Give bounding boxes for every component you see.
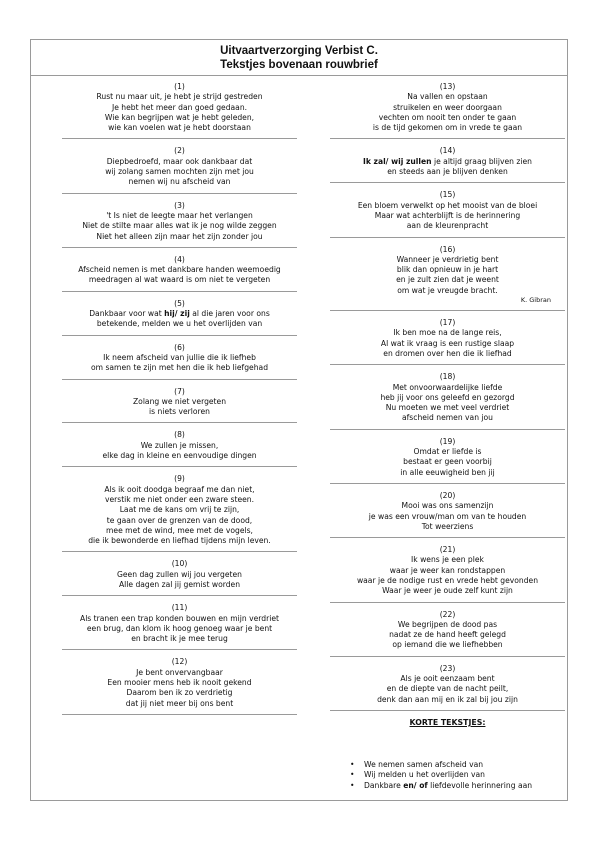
- short-text-item: [350, 781, 565, 791]
- entry-line: en de diepte van de nacht peilt,: [386, 684, 509, 694]
- text-entry: [62, 387, 297, 418]
- text-entry: [330, 146, 565, 177]
- page-title: [30, 44, 568, 72]
- left-column: [62, 82, 297, 722]
- entry-divider: [62, 466, 297, 467]
- entry-text: je altijd graag blijven zien: [431, 156, 532, 166]
- entry-number: (19): [439, 436, 456, 446]
- entry-line: en je zult zien dat je weent: [396, 275, 499, 285]
- entry-bold-text: Ik zal/ wij zullen: [363, 156, 432, 166]
- short-text-item: [350, 760, 565, 770]
- entry-divider: [62, 379, 297, 380]
- entry-number: (14): [439, 146, 456, 156]
- entry-line: Een mooier mens heb ik nooit gekend: [107, 678, 252, 688]
- entry-line: waar je weer kan rondstappen: [389, 565, 506, 575]
- entry-line: en steeds aan je blijven denken: [387, 167, 508, 177]
- entry-line: Ik wens je een plek: [411, 555, 484, 565]
- entry-divider: [62, 247, 297, 248]
- entry-line: om wat je vreugde bracht.: [397, 285, 498, 295]
- entry-divider: [330, 483, 565, 484]
- entry-line: Daarom ben ik zo verdrietig: [126, 688, 233, 698]
- entry-line: Afscheid nemen is met dankbare handen weemoedig: [78, 265, 281, 275]
- entry-line: mee met de wind, mee met de vogels,: [106, 525, 253, 535]
- entry-number: (13): [439, 82, 456, 91]
- entry-number: (11): [171, 603, 188, 613]
- short-text: Dankbare: [364, 780, 404, 790]
- entry-line: Diepbedroefd, maar ook dankbaar dat: [106, 156, 253, 166]
- entry-line: waar je de nodige rust en vrede hebt gevonden: [356, 575, 539, 585]
- entry-line: Wie kan begrijpen wat je hebt geleden,: [104, 112, 255, 122]
- text-entry: [330, 190, 565, 231]
- entry-line: Maar wat achterblijft is de herinnering: [374, 210, 521, 220]
- entry-number: (15): [439, 190, 456, 200]
- title-divider: [30, 75, 568, 76]
- short-text-bold: en/ of: [403, 780, 428, 790]
- entry-number: (20): [439, 490, 456, 500]
- entry-line: Je hebt het meer dan goed gedaan.: [111, 102, 248, 112]
- entry-divider: [330, 656, 565, 657]
- entry-line: vechten om nooit ten onder te gaan: [378, 112, 517, 122]
- entry-line: Met onvoorwaardelijke liefde: [392, 382, 503, 392]
- entry-divider: [330, 710, 565, 711]
- entry-line: Al wat ik vraag is een rustige slaap: [380, 338, 515, 348]
- entry-line: struikelen en weer doorgaan: [393, 102, 502, 112]
- entry-divider: [330, 182, 565, 183]
- entry-line: betekende, melden we u het overlijden van: [96, 319, 263, 329]
- entry-line: [62, 309, 297, 319]
- text-entry: [330, 245, 565, 305]
- entry-line: dat jij niet meer bij ons bent: [125, 698, 234, 708]
- right-column: [330, 82, 565, 791]
- entry-divider: [330, 237, 565, 238]
- entry-divider: [62, 138, 297, 139]
- entry-line: je was een vrouw/man om van te houden: [368, 511, 527, 521]
- text-entry: [330, 437, 565, 478]
- entry-line: Zolang we niet vergeten: [132, 396, 227, 406]
- entry-line: wie kan voelen wat je hebt doorstaan: [108, 123, 251, 133]
- entry-number: (5): [174, 298, 185, 308]
- entry-divider: [62, 193, 297, 194]
- entry-divider: [62, 649, 297, 650]
- text-entry: [62, 201, 297, 242]
- entry-line: te gaan over de grenzen van de dood,: [106, 515, 253, 525]
- entry-line: bestaat er geen voorbij: [403, 457, 492, 467]
- entry-line: elke dag in kleine en eenvoudige dingen: [102, 451, 257, 461]
- entry-line: Ik neem afscheid van jullie die ik liefheb: [103, 352, 256, 362]
- entry-line: is niets verloren: [149, 407, 210, 417]
- entry-divider: [330, 429, 565, 430]
- entry-line: denk dan aan mij en ik zal bij jou zijn: [377, 694, 518, 704]
- entry-number: (10): [171, 559, 188, 569]
- entry-line: Een bloem verwelkt op het mooist van de bloei: [357, 200, 538, 210]
- entry-line: Nu moeten we met veel verdriet: [385, 403, 510, 413]
- entry-line: is de tijd gekomen om in vrede te gaan: [372, 123, 523, 133]
- entry-number: (8): [174, 430, 185, 440]
- entry-number: (7): [174, 386, 185, 396]
- entry-number: (6): [174, 342, 185, 352]
- entry-number: (1): [174, 82, 185, 91]
- entry-line: meedragen al wat waard is om niet te vergeten: [88, 275, 271, 285]
- entry-line: Ik ben moe na de lange reis,: [393, 328, 502, 338]
- entry-line: verstik me niet onder een zware steen.: [104, 494, 255, 504]
- text-entry: [62, 255, 297, 286]
- text-entry: [62, 474, 297, 546]
- text-entry: [62, 299, 297, 330]
- short-texts-list: [330, 760, 565, 791]
- text-entry: [62, 559, 297, 590]
- entry-line: heb jij voor ons geleefd en gezorgd: [380, 392, 515, 402]
- entry-line: Je bent onvervangbaar: [136, 667, 223, 677]
- entry-number: (17): [439, 318, 456, 328]
- entry-line: een brug, dan klom ik hoog genoeg waar je bent: [86, 623, 273, 633]
- entry-line: Mooi was ons samenzijn: [401, 501, 494, 511]
- entry-line: We zullen je missen,: [140, 440, 219, 450]
- entry-line: Als ik ooit doodga begraaf me dan niet,: [104, 484, 255, 494]
- text-entry: [330, 82, 565, 133]
- entry-line: Laat me de kans om vrij te zijn,: [119, 505, 240, 515]
- text-entry: [62, 146, 297, 187]
- entry-line: 't Is niet de leegte maar het verlangen: [106, 210, 253, 220]
- entry-number: (4): [174, 254, 185, 264]
- entry-line: Geen dag zullen wij jou vergeten: [116, 569, 242, 579]
- short-texts-heading: KORTE TEKSTJES:: [409, 717, 486, 727]
- entry-divider: [62, 335, 297, 336]
- entry-line: afscheid nemen van jou: [401, 413, 493, 423]
- entry-line: Alle dagen zal jij gemist worden: [118, 579, 241, 589]
- entry-credit: K. Gibran: [520, 296, 551, 305]
- text-entry: [62, 603, 297, 644]
- entry-line: nadat ze de hand heeft gelegd: [389, 630, 506, 640]
- entry-number: (23): [439, 663, 456, 673]
- entry-divider: [62, 422, 297, 423]
- entry-line: Waar je weer je oude zelf kunt zijn: [382, 586, 513, 596]
- entry-line: in alle eeuwigheid ben jij: [400, 467, 495, 477]
- text-entry: [62, 343, 297, 374]
- entry-line: [330, 157, 565, 167]
- entry-divider: [62, 714, 297, 715]
- entry-number: (22): [439, 609, 456, 619]
- text-entry: [62, 430, 297, 461]
- entry-line: Wanneer je verdrietig bent: [396, 254, 499, 264]
- entry-line: om samen te zijn met hen die ik heb liefgehad: [90, 363, 269, 373]
- short-text: liefdevolle herinnering aan: [427, 780, 533, 790]
- entry-line: en dromen over hen die ik liefhad: [383, 348, 512, 358]
- entry-line: Niet het alleen zijn maar het zijn zonder jou: [96, 231, 263, 241]
- text-entry: [330, 491, 565, 532]
- entry-divider: [330, 537, 565, 538]
- entry-number: (21): [439, 545, 456, 555]
- short-text: Wij melden u het overlijden van: [364, 770, 485, 780]
- entry-divider: [330, 138, 565, 139]
- entry-bold-text: hij/ zij: [164, 309, 190, 319]
- text-entry: [330, 664, 565, 705]
- entry-divider: [62, 595, 297, 596]
- entry-line: Als je ooit eenzaam bent: [400, 674, 495, 684]
- entry-line: nemen wij nu afscheid van: [128, 177, 231, 187]
- entry-line: die ik bewonderde en liefhad tijdens mijn leven.: [88, 536, 271, 546]
- entry-number: (12): [171, 657, 188, 667]
- entry-number: (3): [174, 200, 185, 210]
- entry-divider: [330, 310, 565, 311]
- text-entry: [330, 372, 565, 423]
- entry-divider: [330, 602, 565, 603]
- entry-line: Rust nu maar uit, je hebt je strijd gestreden: [96, 92, 263, 102]
- entry-line: blik dan opnieuw in je hart: [396, 265, 499, 275]
- entry-line: Na vallen en opstaan: [407, 92, 488, 102]
- title-line-2: Tekstjes bovenaan rouwbrief: [220, 59, 378, 71]
- text-entry: [62, 82, 297, 133]
- entry-line: Niet de stilte maar alles wat ik je nog wilde zeggen: [82, 221, 277, 231]
- entry-number: (16): [439, 244, 456, 254]
- text-entry: [330, 545, 565, 596]
- entry-line: Als tranen een trap konden bouwen en mijn verdriet: [80, 613, 279, 623]
- entry-text: Dankbaar voor wat: [89, 309, 165, 319]
- entry-line: We begrijpen de dood pas: [397, 619, 498, 629]
- entry-number: (9): [174, 474, 185, 484]
- entry-number: (2): [174, 146, 185, 156]
- entry-divider: [62, 551, 297, 552]
- title-line-1: Uitvaartverzorging Verbist C.: [220, 45, 378, 57]
- entry-text: al die jaren voor ons: [189, 309, 270, 319]
- entry-line: Omdat er liefde is: [413, 447, 482, 457]
- text-entry: [330, 318, 565, 359]
- entry-divider: [62, 291, 297, 292]
- text-entry: [330, 610, 565, 651]
- text-entry: [62, 657, 297, 708]
- entry-line: op iemand die we liefhebben: [392, 640, 503, 650]
- entry-line: wij zolang samen mochten zijn met jou: [105, 167, 254, 177]
- short-text-item: [350, 770, 565, 780]
- entry-number: (18): [439, 372, 456, 382]
- entry-line: aan de kleurenpracht: [406, 221, 489, 231]
- entry-line: Tot weerziens: [421, 521, 474, 531]
- short-text: We nemen samen afscheid van: [364, 759, 484, 769]
- entry-divider: [330, 364, 565, 365]
- entry-line: en bracht ik je mee terug: [131, 634, 228, 644]
